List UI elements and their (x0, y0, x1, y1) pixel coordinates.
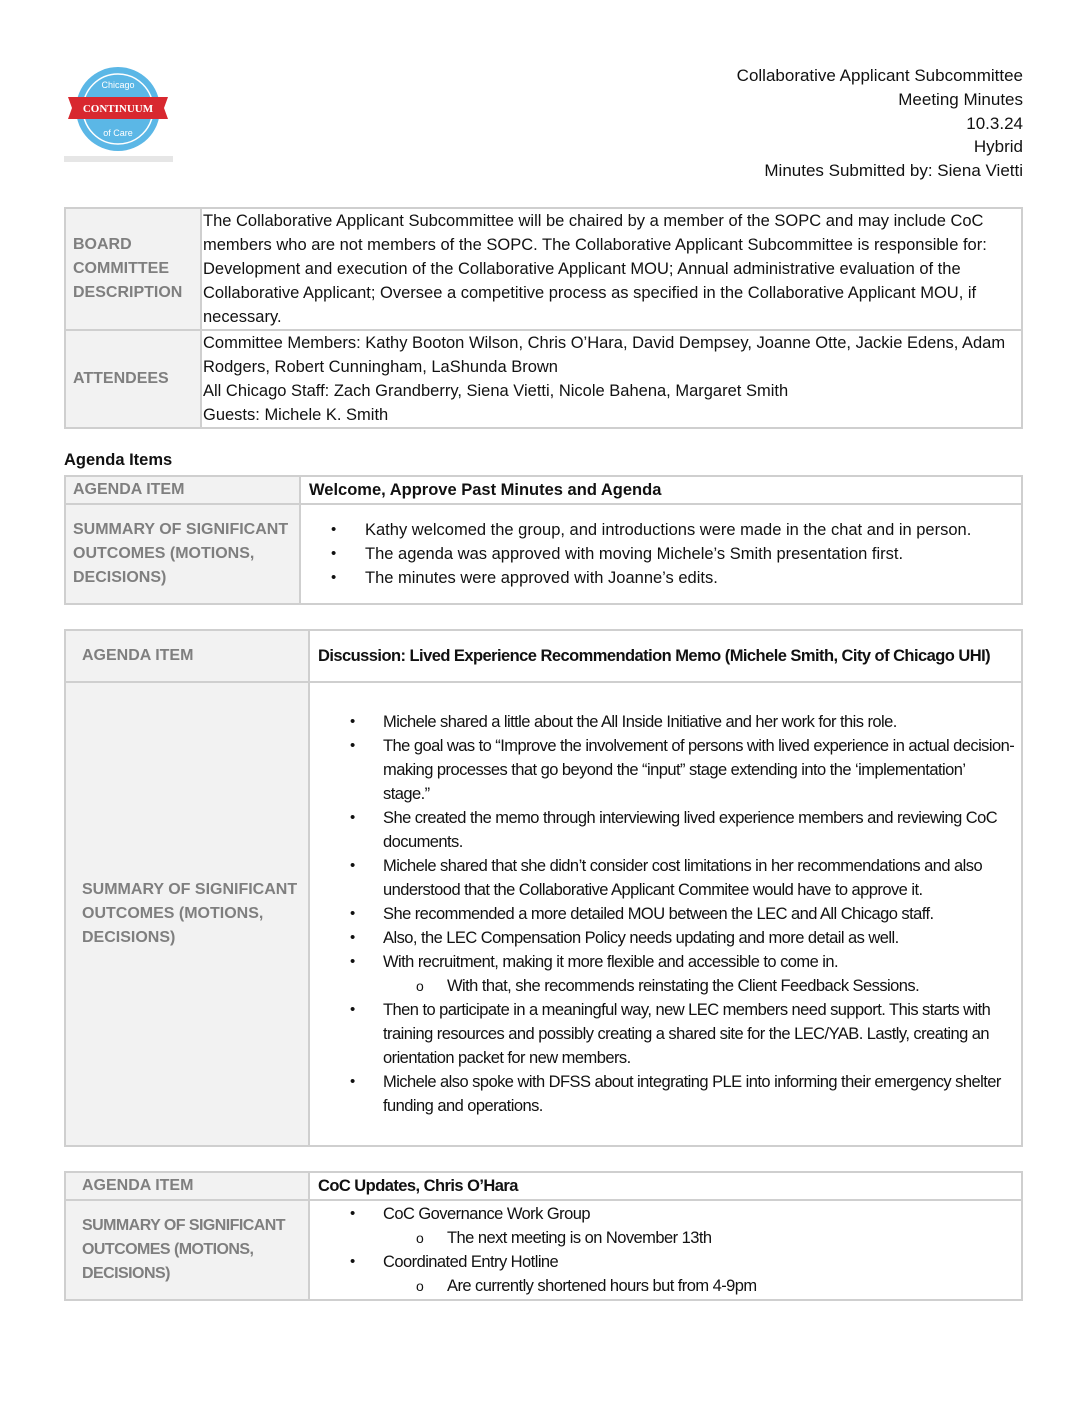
summary-content (309, 682, 1022, 1146)
list-item: • Then to participate in a meaningful way, new LEC members need support. This starts with training resources and possibly creating a shared site for the LEC/YAB. Lastly, creating an orientation packet for new members. (310, 998, 1021, 1070)
agenda-item-title: Welcome, Approve Past Minutes and Agenda (300, 476, 1022, 504)
list-item: • The goal was to “Improve the involvement of persons with lived experience in actual decision-making processes that go beyond the “input” stage extending into the ‘implementation’ stage.” (310, 734, 1021, 806)
agenda-table-1 (64, 475, 1023, 605)
sub-list-item: o The next meeting is on November 13th (310, 1226, 1021, 1250)
list-item: • She created the memo through interviewing lived experience members and reviewing CoC documents. (310, 806, 1021, 854)
list-item: • Coordinated Entry Hotline (310, 1250, 1021, 1274)
agenda-heading: Agenda Items (64, 451, 173, 469)
agenda-item-row (65, 1172, 1022, 1200)
list-item: • Michele shared a little about the All Inside Initiative and her work for this role. (310, 710, 1021, 734)
board-description-label: BOARD COMMITTEE DESCRIPTION (65, 208, 201, 330)
board-description-text: The Collaborative Applicant Subcommittee will be chaired by a member of the SOPC and may include CoC members who are not members of the SOPC. The Collaborative Applicant Subcommittee is responsible for: Development and execution of the Collaborative Applicant MOU; Annual administrative evaluation of the Collaborative Applicant; Oversee a competitive process as specified in the Collaborative Applicant MOU, if necessary. (201, 208, 1022, 330)
agenda-item-row (65, 630, 1022, 682)
list-item: • Michele also spoke with DFSS about integrating PLE into informing their emergency shelter funding and operations. (310, 1070, 1021, 1118)
list-item: • Michele shared that she didn’t consider cost limitations in her recommendations and also understood that the Collaborative Applicant Commitee would have to approve it. (310, 854, 1021, 902)
list-item: • Also, the LEC Compensation Policy needs updating and more detail as well. (310, 926, 1021, 950)
list-item: • The minutes were approved with Joanne’s edits. (301, 566, 1021, 590)
agenda-table-3 (64, 1171, 1023, 1301)
agenda-item-label: AGENDA ITEM (65, 1172, 309, 1200)
summary-row (65, 1200, 1022, 1300)
agenda-item-title: Discussion: Lived Experience Recommendation Memo (Michele Smith, City of Chicago UHI) (309, 630, 1022, 682)
agenda-table-2 (64, 629, 1023, 1147)
summary-content (309, 1200, 1022, 1300)
summary-label: SUMMARY OF SIGNIFICANT OUTCOMES (MOTIONS, DECISIONS) (65, 504, 300, 604)
summary-row (65, 682, 1022, 1146)
list-item: • She recommended a more detailed MOU between the LEC and All Chicago staff. (310, 902, 1021, 926)
document-header (737, 64, 1023, 183)
attendees-list (201, 330, 1022, 428)
meeting-format: Hybrid (973, 137, 1023, 157)
document-type: Meeting Minutes (898, 89, 1023, 109)
list-item: • The agenda was approved with moving Michele’s Smith presentation first. (301, 542, 1021, 566)
list-item: • CoC Governance Work Group (310, 1202, 1021, 1226)
agenda-item-row (65, 476, 1022, 504)
attendees-label: ATTENDEES (65, 330, 201, 428)
summary-row (65, 504, 1022, 604)
committee-name: Collaborative Applicant Subcommittee (736, 66, 1023, 85)
board-info-table (64, 207, 1023, 429)
logo-top-text: Chicago (101, 80, 135, 90)
sub-list-item: o With that, she recommends reinstating the Client Feedback Sessions. (310, 974, 1021, 998)
attendees-committee: Committee Members: Kathy Booton Wilson, Chris O’Hara, David Dempsey, Joanne Otte, Jackie Edens, Adam Rodgers, Robert Cunningham, LaShunda Brown (203, 334, 1006, 376)
summary-content (300, 504, 1022, 604)
agenda-item-label: AGENDA ITEM (65, 630, 309, 682)
submitted-by: Minutes Submitted by: Siena Vietti (764, 161, 1023, 181)
list-item: • Kathy welcomed the group, and introductions were made in the chat and in person. (301, 518, 1021, 542)
summary-label: SUMMARY OF SIGNIFICANT OUTCOMES (MOTIONS, DECISIONS) (65, 682, 309, 1146)
summary-label: SUMMARY OF SIGNIFICANT OUTCOMES (MOTIONS, DECISIONS) (65, 1200, 309, 1300)
list-item: • With recruitment, making it more flexible and accessible to come in. (310, 950, 1021, 974)
logo-graphic (64, 64, 173, 162)
sub-list-item: o Are currently shortened hours but from 4-9pm (310, 1274, 1021, 1298)
logo-banner-text: CONTINUUM (82, 103, 154, 115)
attendees-guests: Guests: Michele K. Smith (203, 406, 389, 424)
attendees-staff: All Chicago Staff: Zach Grandberry, Siena Vietti, Nicole Bahena, Margaret Smith (203, 382, 789, 400)
meeting-date: 10.3.24 (966, 113, 1023, 133)
agenda-item-label: AGENDA ITEM (65, 476, 300, 504)
board-description-row (65, 208, 1022, 330)
agenda-item-title: CoC Updates, Chris O’Hara (309, 1172, 1022, 1200)
chicago-continuum-of-care-logo (64, 64, 173, 162)
logo-bottom-text: of Care (103, 128, 133, 138)
attendees-row (65, 330, 1022, 428)
